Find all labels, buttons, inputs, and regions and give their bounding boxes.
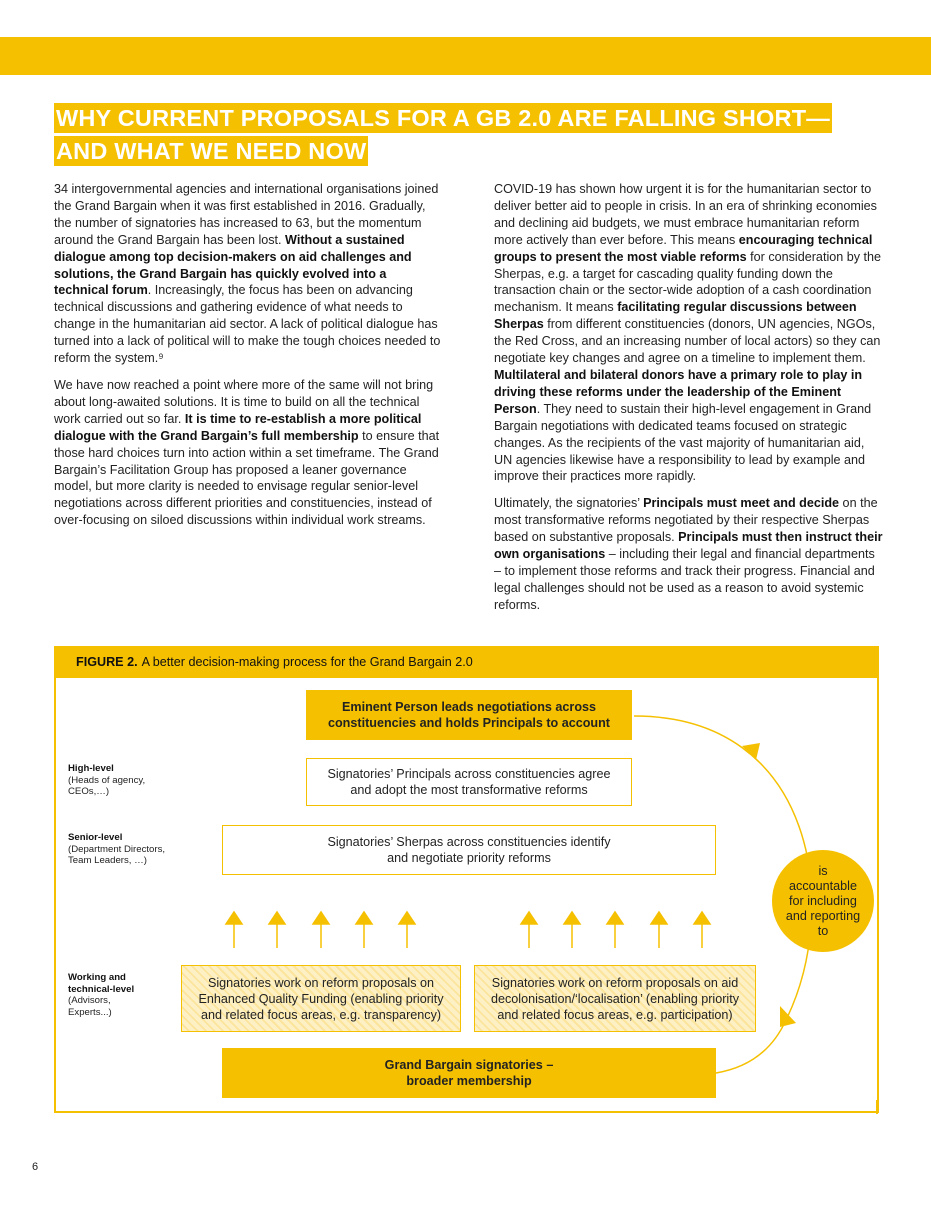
level-label-senior: Senior-level (Department Directors, Team Leaders, …) [68, 832, 166, 867]
eminent-person-box: Eminent Person leads negotiations across constituencies and holds Principals to account [306, 690, 632, 740]
arc-arrowhead-upper [742, 743, 760, 760]
section-title [54, 103, 874, 169]
section-title-line-2: AND WHAT WE NEED NOW [56, 138, 367, 164]
sherpas-box: Signatories’ Sherpas across constituencies identify and negotiate priority reforms [222, 825, 716, 875]
up-arrow-head [269, 912, 285, 924]
up-arrow-head [226, 912, 242, 924]
paragraph: We have now reached a point where more of the same will not bring about long-awaited solutions. It is time to build on all the technical work carried out so far. It is time to re-establish a more political dialogue with the Grand Bargain’s full membership to ensure that those hard choices turn into action within a set timeframe. The Grand Bargain’s Facilitation Group has proposed a leaner governance model, but more clarity is needed to envisage regular senior-level negotiations across different priorities and constituencies, instead of over-focusing on siloed discussions within individual work streams. [54, 377, 440, 528]
up-arrow-head [313, 912, 329, 924]
upward-arrows [226, 912, 710, 948]
up-arrow-head [607, 912, 623, 924]
page-number: 6 [32, 1161, 39, 1173]
top-accent-bar [0, 37, 931, 75]
up-arrow-head [521, 912, 537, 924]
up-arrow-head [356, 912, 372, 924]
principals-box: Signatories’ Principals across constituencies agree and adopt the most transformative reforms [306, 758, 632, 806]
level-label-working: Working and technical-level (Advisors, Experts...) [68, 972, 135, 1018]
paragraph: Ultimately, the signatories’ Principals must meet and decide on the most transformative reforms negotiated by their respective Sherpas based on substantive proposals. Principals must then instruct their own organisations – including their legal and financial departments – to implement those reforms and track their progress. Financial and legal challenges should not be used as a reason to avoid systemic reforms. [494, 496, 883, 612]
up-arrow-head [564, 912, 580, 924]
up-arrow-head [651, 912, 667, 924]
figure-decision-process [54, 646, 879, 1113]
level-label-high: High-level (Heads of agency, CEOs,…) [68, 763, 146, 798]
up-arrow-head [694, 912, 710, 924]
work-stream-localisation: Signatories work on reform proposals on aid decolonisation/‘localisation’ (enabling priority and related focus areas, e.g. participation) [474, 965, 756, 1032]
membership-box: Grand Bargain signatories – broader membership [222, 1048, 716, 1098]
up-arrow-head [399, 912, 415, 924]
body-column-left [54, 181, 444, 539]
section-title-line-1: WHY CURRENT PROPOSALS FOR A GB 2.0 ARE FALLING SHORT— [56, 105, 830, 131]
body-column-right [494, 181, 884, 624]
paragraph: COVID-19 has shown how urgent it is for the humanitarian sector to deliver better aid to people in crisis. In an era of shrinking economies and declining aid budgets, we must embrace humanitarian reform more actively than ever before. This means encouraging technical groups to present the most viable reforms for consideration by the Sherpas, e.g. a target for cascading quality funding down the transaction chain or the sector-wide adoption of a cash coordination mechanism. It means facilitating regular discussions between Sherpas from different constituencies (donors, UN agencies, NGOs, the Red Cross, and an increasing number of local actors) so they can negotiate key changes and agree on a timeline to implement them. Multilateral and bilateral donors have a primary role to play in driving these reforms under the leadership of the Eminent Person. They need to sustain their high-level engagement in Grand Bargain negotiations with dedicated teams focused on strategic changes. As the recipients of the vast majority of humanitarian aid, UN agencies likewise have a responsibility to lead by example and improve their practices more rapidly. [494, 182, 882, 484]
paragraph: 34 intergovernmental agencies and international organisations joined the Grand Bargain when it was first established in 2016. Gradually, the number of signatories has increased to 63, but the momentum around the Grand Bargain has been lost. Without a sustained dialogue among top decision-makers on aid challenges and solutions, the Grand Bargain has quickly evolved into a technical forum. Increasingly, the focus has been on advancing technical discussions and gathering evidence of what needs to change in the humanitarian aid sector. A lack of political dialogue has turned into a lack of political will to make the tough choices needed to reform the system.⁹ [54, 182, 441, 366]
figure-caption: FIGURE 2. A better decision-making process for the Grand Bargain 2.0 [76, 655, 473, 669]
arc-arrowhead-lower [780, 1006, 796, 1027]
accountability-circle: is accountable for including and reporting to [772, 850, 874, 952]
work-stream-quality-funding: Signatories work on reform proposals on Enhanced Quality Funding (enabling priority and related focus areas, e.g. transparency) [181, 965, 461, 1032]
